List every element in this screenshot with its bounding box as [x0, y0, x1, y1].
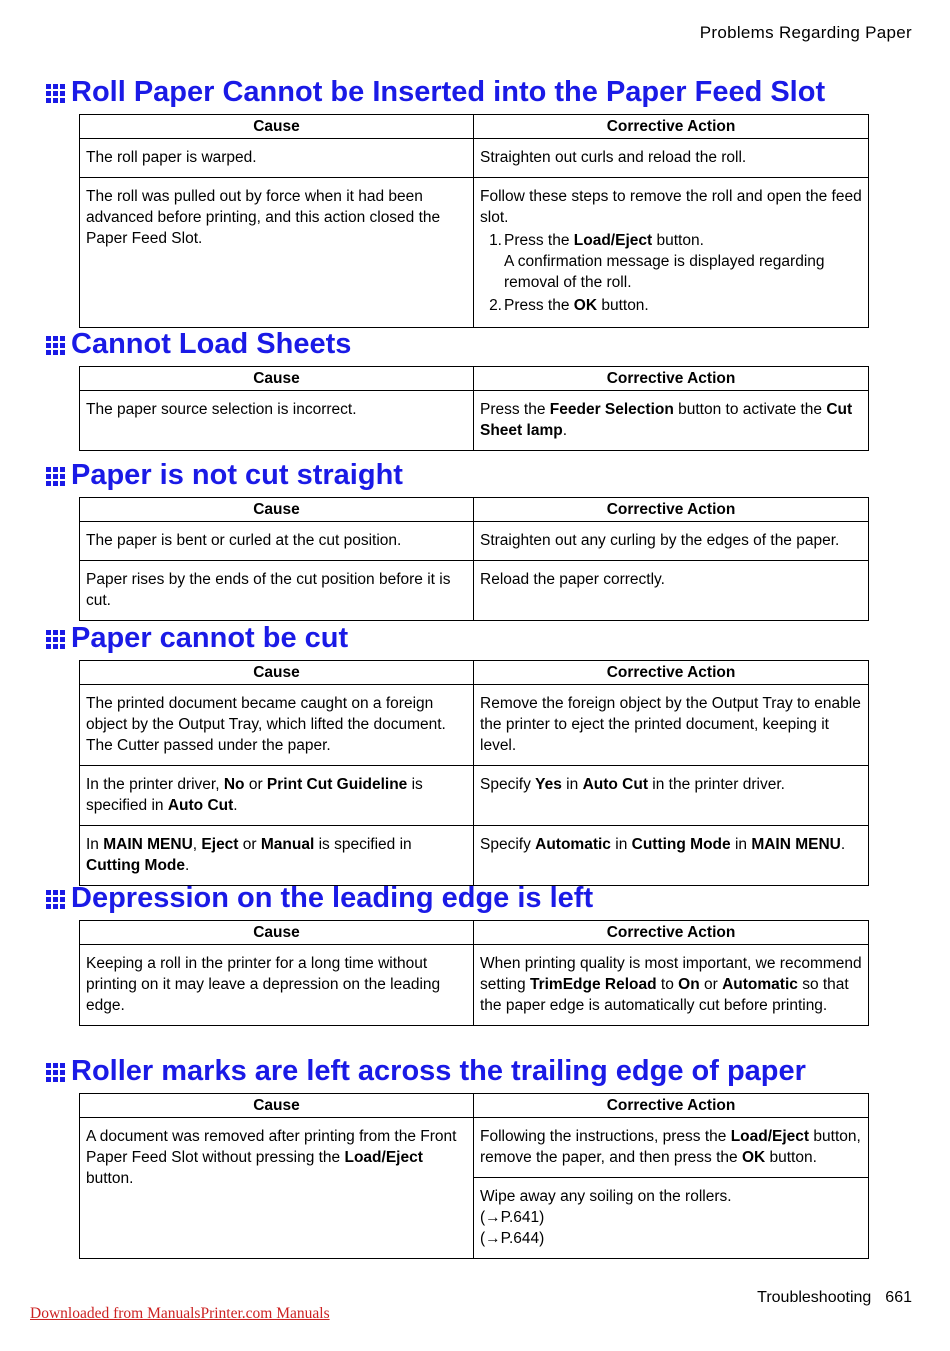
section-grid-icon [46, 467, 65, 486]
table-row [80, 561, 869, 621]
table-header-row [80, 661, 869, 685]
cause-cell: The roll paper is warped. [80, 139, 474, 178]
action-column-header: Corrective Action [474, 115, 869, 139]
cause-column-header: Cause [80, 1094, 474, 1118]
page-reference-link[interactable]: (→P.644) [480, 1230, 545, 1247]
action-cell: When printing quality is most important, we recommend setting TrimEdge Reload to On or Automatic so that the paper edge is automatically cut before printing. [474, 945, 869, 1026]
action-cell: Straighten out curls and reload the roll. [474, 139, 869, 178]
section-title-text: Roll Paper Cannot be Inserted into the Paper Feed Slot [71, 76, 826, 108]
cause-cell: In the printer driver, No or Print Cut Guideline is specified in Auto Cut. [80, 766, 474, 826]
section-title-text: Cannot Load Sheets [71, 328, 352, 360]
trouble-table-depression-leading-edge [79, 920, 869, 1026]
table-header-row [80, 498, 869, 522]
source-download-link[interactable]: Downloaded from ManualsPrinter.com Manuals [30, 1305, 330, 1322]
cause-column-header: Cause [80, 661, 474, 685]
cause-cell: The paper source selection is incorrect. [80, 391, 474, 451]
cause-cell: Paper rises by the ends of the cut position before it is cut. [80, 561, 474, 621]
page-reference-link[interactable]: (→P.641) [480, 1209, 545, 1226]
page-header-title: Problems Regarding Paper [699, 23, 912, 42]
table-row [80, 826, 869, 886]
section-title-cannot-be-cut [46, 622, 348, 655]
section-title-text: Paper cannot be cut [71, 622, 349, 654]
section-title-roller-marks [46, 1055, 806, 1088]
table-row [80, 685, 869, 766]
table-row [80, 1118, 869, 1178]
cause-column-header: Cause [80, 498, 474, 522]
action-cell: Wipe away any soiling on the rollers. (→P.641) (→P.644) [474, 1178, 869, 1259]
section-title-cannot-load-sheets [46, 328, 351, 361]
table-row [80, 178, 869, 328]
trouble-table-roll-paper-insert [79, 114, 869, 328]
trouble-table-not-cut-straight [79, 497, 869, 621]
page-number: 661 [885, 1289, 912, 1306]
table-row [80, 766, 869, 826]
trouble-table-cannot-load-sheets [79, 366, 869, 451]
action-column-header: Corrective Action [474, 498, 869, 522]
action-cell: Specify Yes in Auto Cut in the printer driver. [474, 766, 869, 826]
steps-list [480, 230, 862, 316]
trouble-table-cannot-be-cut [79, 660, 869, 886]
section-title-depression-leading-edge [46, 882, 593, 915]
action-cell: Remove the foreign object by the Output Tray to enable the printer to eject the printed document, keeping it level. [474, 685, 869, 766]
action-cell: Reload the paper correctly. [474, 561, 869, 621]
section-title-text: Paper is not cut straight [71, 459, 403, 491]
action-column-header: Corrective Action [474, 1094, 869, 1118]
section-grid-icon [46, 630, 65, 649]
action-cell: Follow these steps to remove the roll and open the feed slot. 1. Press the Load/Eject button. A confirmation message is displayed regarding removal of the roll. 2. Press the OK button. [474, 178, 869, 328]
table-header-row [80, 1094, 869, 1118]
section-grid-icon [46, 336, 65, 355]
action-column-header: Corrective Action [474, 921, 869, 945]
action-cell: Specify Automatic in Cutting Mode in MAIN MENU. [474, 826, 869, 886]
cause-column-header: Cause [80, 115, 474, 139]
cause-cell: A document was removed after printing from the Front Paper Feed Slot without pressing the Load/Eject button. [80, 1118, 474, 1259]
section-title-text: Depression on the leading edge is left [71, 882, 594, 914]
section-grid-icon [46, 1063, 65, 1082]
cause-cell: In MAIN MENU, Eject or Manual is specified in Cutting Mode. [80, 826, 474, 886]
step-item: 2. Press the OK button. [489, 297, 649, 314]
section-title-text: Roller marks are left across the trailing edge of paper [71, 1055, 806, 1087]
trouble-table-roller-marks [79, 1093, 869, 1259]
action-cell: Press the Feeder Selection button to activate the Cut Sheet lamp. [474, 391, 869, 451]
cause-cell: Keeping a roll in the printer for a long time without printing on it may leave a depression on the leading edge. [80, 945, 474, 1026]
cause-cell: The paper is bent or curled at the cut position. [80, 522, 474, 561]
cause-cell: The roll was pulled out by force when it had been advanced before printing, and this action closed the Paper Feed Slot. [80, 178, 474, 328]
step-item: 1. Press the Load/Eject button. A confirmation message is displayed regarding removal of the roll. [489, 232, 825, 291]
section-grid-icon [46, 84, 65, 103]
table-row [80, 139, 869, 178]
table-header-row [80, 921, 869, 945]
cause-column-header: Cause [80, 921, 474, 945]
table-header-row [80, 367, 869, 391]
section-title-roll-paper-insert [46, 76, 825, 109]
action-cell: Straighten out any curling by the edges of the paper. [474, 522, 869, 561]
page-footer [757, 1289, 912, 1307]
table-row [80, 945, 869, 1026]
action-column-header: Corrective Action [474, 367, 869, 391]
table-row [80, 522, 869, 561]
action-cell: Following the instructions, press the Load/Eject button, remove the paper, and then press the OK button. [474, 1118, 869, 1178]
cause-column-header: Cause [80, 367, 474, 391]
table-header-row [80, 115, 869, 139]
table-row [80, 391, 869, 451]
section-title-not-cut-straight [46, 459, 403, 492]
section-grid-icon [46, 890, 65, 909]
footer-section-name: Troubleshooting [757, 1289, 872, 1306]
cause-cell: The printed document became caught on a foreign object by the Output Tray, which lifted the document. The Cutter passed under the paper. [80, 685, 474, 766]
action-column-header: Corrective Action [474, 661, 869, 685]
